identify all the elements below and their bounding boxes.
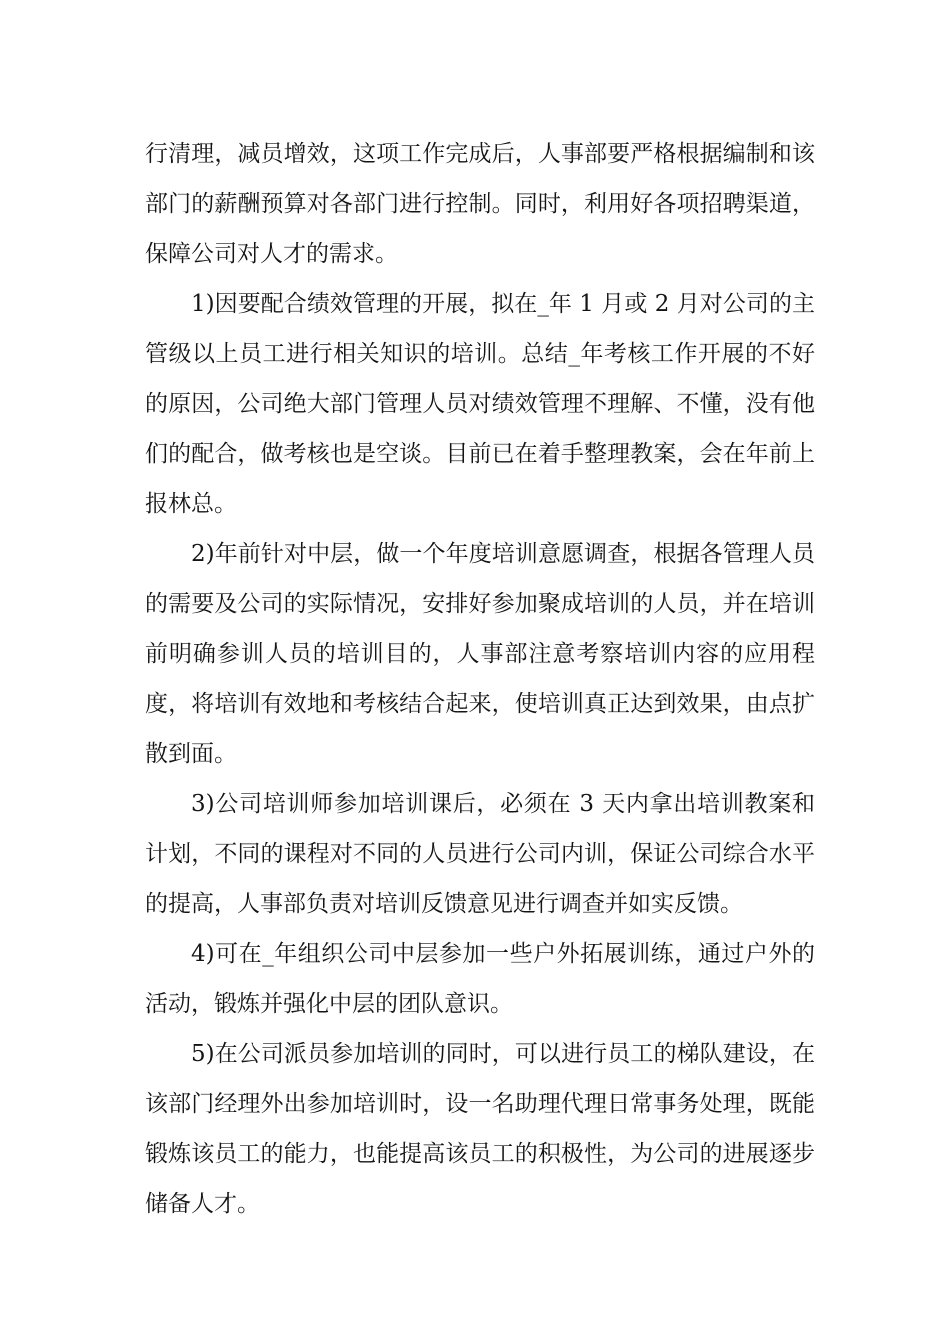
paragraph-continuation: 行清理，减员增效，这项工作完成后，人事部要严格根据编制和该部门的薪酬预算对各部门进行控制。同时，利用好各项招聘渠道，保障公司对人才的需求。	[145, 141, 815, 267]
paragraph-item-2: 2)年前针对中层，做一个年度培训意愿调查，根据各管理人员的需要及公司的实际情况，安排好参加聚成培训的人员，并在培训前明确参训人员的培训目的，人事部注意考察培训内容的应用程度，将培训有效地和考核结合起来，使培训真正达到效果，由点扩散到面。	[145, 541, 815, 767]
paragraph-item-1: 1)因要配合绩效管理的开展，拟在_年 1 月或 2 月对公司的主管级以上员工进行相关知识的培训。总结_年考核工作开展的不好的原因，公司绝大部门管理人员对绩效管理不理解、不懂，没有他们的配合，做考核也是空谈。目前已在着手整理教案，会在年前上报林总。	[145, 291, 815, 517]
document-body	[145, 129, 815, 1229]
paragraph-item-3: 3)公司培训师参加培训课后，必须在 3 天内拿出培训教案和计划，不同的课程对不同的人员进行公司内训，保证公司综合水平的提高，人事部负责对培训反馈意见进行调查并如实反馈。	[145, 791, 815, 917]
paragraph-item-5: 5)在公司派员参加培训的同时，可以进行员工的梯队建设，在该部门经理外出参加培训时，设一名助理代理日常事务处理，既能锻炼该员工的能力，也能提高该员工的积极性，为公司的进展逐步储备人才。	[145, 1041, 815, 1217]
paragraph-item-4: 4)可在_年组织公司中层参加一些户外拓展训练，通过户外的活动，锻炼并强化中层的团队意识。	[145, 941, 815, 1017]
